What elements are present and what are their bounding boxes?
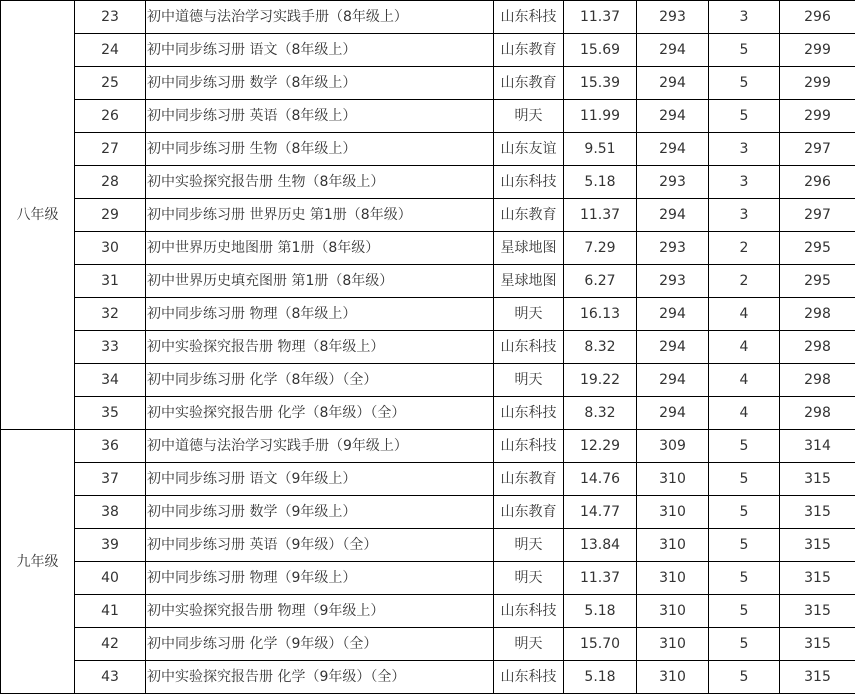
price-cell: 11.37 <box>564 1 637 34</box>
row-number-cell: 28 <box>75 166 146 199</box>
quantity-b-cell: 4 <box>709 298 780 331</box>
quantity-b-cell: 5 <box>709 463 780 496</box>
total-cell: 295 <box>780 232 855 265</box>
quantity-a-cell: 293 <box>637 1 709 34</box>
table-row <box>1 364 855 397</box>
table-row <box>1 67 855 100</box>
row-number-cell: 23 <box>75 1 146 34</box>
total-cell: 299 <box>780 34 855 67</box>
total-cell: 315 <box>780 628 855 661</box>
total-cell: 295 <box>780 265 855 298</box>
publisher-cell: 山东教育 <box>494 34 564 67</box>
book-title-cell: 初中同步练习册 英语（9年级）（全） <box>146 529 494 562</box>
quantity-b-cell: 3 <box>709 133 780 166</box>
row-number-cell: 34 <box>75 364 146 397</box>
book-title-cell: 初中同步练习册 数学（9年级上） <box>146 496 494 529</box>
publisher-cell: 山东科技 <box>494 166 564 199</box>
quantity-a-cell: 310 <box>637 661 709 694</box>
total-cell: 299 <box>780 67 855 100</box>
row-number-cell: 33 <box>75 331 146 364</box>
quantity-a-cell: 310 <box>637 463 709 496</box>
row-number-cell: 25 <box>75 67 146 100</box>
book-title-cell: 初中同步练习册 英语（8年级上） <box>146 100 494 133</box>
book-title-cell: 初中同步练习册 物理（8年级上） <box>146 298 494 331</box>
quantity-b-cell: 4 <box>709 331 780 364</box>
book-title-cell: 初中道德与法治学习实践手册（9年级上） <box>146 430 494 463</box>
book-title-cell: 初中同步练习册 物理（9年级上） <box>146 562 494 595</box>
table-row <box>1 628 855 661</box>
quantity-b-cell: 5 <box>709 595 780 628</box>
total-cell: 298 <box>780 298 855 331</box>
quantity-a-cell: 310 <box>637 496 709 529</box>
book-title-cell: 初中同步练习册 世界历史 第1册（8年级） <box>146 199 494 232</box>
row-number-cell: 40 <box>75 562 146 595</box>
table-row <box>1 331 855 364</box>
quantity-b-cell: 5 <box>709 496 780 529</box>
total-cell: 296 <box>780 166 855 199</box>
quantity-b-cell: 5 <box>709 661 780 694</box>
quantity-b-cell: 2 <box>709 265 780 298</box>
quantity-b-cell: 5 <box>709 430 780 463</box>
book-title-cell: 初中同步练习册 生物（8年级上） <box>146 133 494 166</box>
publisher-cell: 山东科技 <box>494 1 564 34</box>
price-cell: 15.69 <box>564 34 637 67</box>
publisher-cell: 山东教育 <box>494 463 564 496</box>
price-cell: 11.37 <box>564 562 637 595</box>
price-cell: 9.51 <box>564 133 637 166</box>
quantity-a-cell: 294 <box>637 331 709 364</box>
row-number-cell: 43 <box>75 661 146 694</box>
price-cell: 11.37 <box>564 199 637 232</box>
price-cell: 16.13 <box>564 298 637 331</box>
book-title-cell: 初中道德与法治学习实践手册（8年级上） <box>146 1 494 34</box>
table-row <box>1 430 855 463</box>
table-row <box>1 232 855 265</box>
quantity-b-cell: 5 <box>709 67 780 100</box>
total-cell: 297 <box>780 133 855 166</box>
quantity-a-cell: 294 <box>637 67 709 100</box>
book-title-cell: 初中世界历史地图册 第1册（8年级） <box>146 232 494 265</box>
quantity-b-cell: 3 <box>709 166 780 199</box>
row-number-cell: 29 <box>75 199 146 232</box>
row-number-cell: 24 <box>75 34 146 67</box>
total-cell: 297 <box>780 199 855 232</box>
quantity-a-cell: 294 <box>637 298 709 331</box>
publisher-cell: 明天 <box>494 562 564 595</box>
total-cell: 315 <box>780 661 855 694</box>
price-cell: 14.77 <box>564 496 637 529</box>
total-cell: 299 <box>780 100 855 133</box>
quantity-a-cell: 309 <box>637 430 709 463</box>
publisher-cell: 明天 <box>494 298 564 331</box>
total-cell: 315 <box>780 529 855 562</box>
publisher-cell: 山东科技 <box>494 430 564 463</box>
total-cell: 298 <box>780 364 855 397</box>
quantity-a-cell: 293 <box>637 232 709 265</box>
row-number-cell: 35 <box>75 397 146 430</box>
row-number-cell: 31 <box>75 265 146 298</box>
publisher-cell: 山东科技 <box>494 595 564 628</box>
book-title-cell: 初中同步练习册 化学（9年级）（全） <box>146 628 494 661</box>
total-cell: 314 <box>780 430 855 463</box>
quantity-a-cell: 294 <box>637 133 709 166</box>
table-row <box>1 298 855 331</box>
quantity-a-cell: 310 <box>637 529 709 562</box>
price-cell: 8.32 <box>564 331 637 364</box>
table-row <box>1 397 855 430</box>
total-cell: 298 <box>780 397 855 430</box>
table-row <box>1 133 855 166</box>
quantity-b-cell: 5 <box>709 529 780 562</box>
quantity-b-cell: 5 <box>709 562 780 595</box>
grade-cell: 九年级 <box>1 430 75 694</box>
book-title-cell: 初中同步练习册 数学（8年级上） <box>146 67 494 100</box>
quantity-a-cell: 310 <box>637 562 709 595</box>
book-title-cell: 初中世界历史填充图册 第1册（8年级） <box>146 265 494 298</box>
price-cell: 8.32 <box>564 397 637 430</box>
publisher-cell: 明天 <box>494 100 564 133</box>
table-row <box>1 595 855 628</box>
quantity-b-cell: 4 <box>709 364 780 397</box>
quantity-a-cell: 293 <box>637 265 709 298</box>
table-row <box>1 100 855 133</box>
total-cell: 315 <box>780 463 855 496</box>
price-cell: 19.22 <box>564 364 637 397</box>
book-title-cell: 初中同步练习册 语文（9年级上） <box>146 463 494 496</box>
price-cell: 14.76 <box>564 463 637 496</box>
row-number-cell: 32 <box>75 298 146 331</box>
quantity-b-cell: 2 <box>709 232 780 265</box>
quantity-b-cell: 5 <box>709 628 780 661</box>
row-number-cell: 27 <box>75 133 146 166</box>
book-title-cell: 初中实验探究报告册 物理（9年级上） <box>146 595 494 628</box>
book-title-cell: 初中实验探究报告册 生物（8年级上） <box>146 166 494 199</box>
price-cell: 15.70 <box>564 628 637 661</box>
book-title-cell: 初中同步练习册 语文（8年级上） <box>146 34 494 67</box>
row-number-cell: 42 <box>75 628 146 661</box>
book-title-cell: 初中同步练习册 化学（8年级）（全） <box>146 364 494 397</box>
book-title-cell: 初中实验探究报告册 化学（8年级）（全） <box>146 397 494 430</box>
quantity-a-cell: 310 <box>637 595 709 628</box>
row-number-cell: 38 <box>75 496 146 529</box>
publisher-cell: 山东教育 <box>494 496 564 529</box>
book-title-cell: 初中实验探究报告册 化学（9年级）（全） <box>146 661 494 694</box>
total-cell: 315 <box>780 562 855 595</box>
grade-cell: 八年级 <box>1 1 75 430</box>
quantity-a-cell: 310 <box>637 628 709 661</box>
total-cell: 298 <box>780 331 855 364</box>
table-row <box>1 166 855 199</box>
quantity-b-cell: 3 <box>709 1 780 34</box>
total-cell: 315 <box>780 496 855 529</box>
price-cell: 6.27 <box>564 265 637 298</box>
publisher-cell: 山东科技 <box>494 397 564 430</box>
publisher-cell: 山东科技 <box>494 661 564 694</box>
total-cell: 296 <box>780 1 855 34</box>
price-cell: 5.18 <box>564 661 637 694</box>
price-cell: 11.99 <box>564 100 637 133</box>
quantity-a-cell: 293 <box>637 166 709 199</box>
row-number-cell: 39 <box>75 529 146 562</box>
table-row <box>1 496 855 529</box>
publisher-cell: 星球地图 <box>494 232 564 265</box>
table-row <box>1 199 855 232</box>
table-row <box>1 529 855 562</box>
table-row <box>1 265 855 298</box>
quantity-b-cell: 4 <box>709 397 780 430</box>
publisher-cell: 明天 <box>494 364 564 397</box>
total-cell: 315 <box>780 595 855 628</box>
table-body <box>1 1 855 694</box>
quantity-a-cell: 294 <box>637 199 709 232</box>
row-number-cell: 37 <box>75 463 146 496</box>
price-cell: 5.18 <box>564 166 637 199</box>
row-number-cell: 30 <box>75 232 146 265</box>
book-title-cell: 初中实验探究报告册 物理（8年级上） <box>146 331 494 364</box>
quantity-a-cell: 294 <box>637 364 709 397</box>
quantity-a-cell: 294 <box>637 397 709 430</box>
row-number-cell: 36 <box>75 430 146 463</box>
publisher-cell: 山东友谊 <box>494 133 564 166</box>
row-number-cell: 41 <box>75 595 146 628</box>
publisher-cell: 明天 <box>494 529 564 562</box>
price-cell: 7.29 <box>564 232 637 265</box>
table-row <box>1 463 855 496</box>
price-cell: 15.39 <box>564 67 637 100</box>
quantity-b-cell: 3 <box>709 199 780 232</box>
quantity-a-cell: 294 <box>637 100 709 133</box>
price-cell: 13.84 <box>564 529 637 562</box>
table-row <box>1 34 855 67</box>
publisher-cell: 明天 <box>494 628 564 661</box>
quantity-b-cell: 5 <box>709 100 780 133</box>
quantity-b-cell: 5 <box>709 34 780 67</box>
publisher-cell: 星球地图 <box>494 265 564 298</box>
table-row <box>1 661 855 694</box>
table-row <box>1 1 855 34</box>
table-row <box>1 562 855 595</box>
quantity-a-cell: 294 <box>637 34 709 67</box>
publisher-cell: 山东科技 <box>494 331 564 364</box>
publisher-cell: 山东教育 <box>494 67 564 100</box>
price-cell: 12.29 <box>564 430 637 463</box>
row-number-cell: 26 <box>75 100 146 133</box>
publisher-cell: 山东教育 <box>494 199 564 232</box>
price-cell: 5.18 <box>564 595 637 628</box>
